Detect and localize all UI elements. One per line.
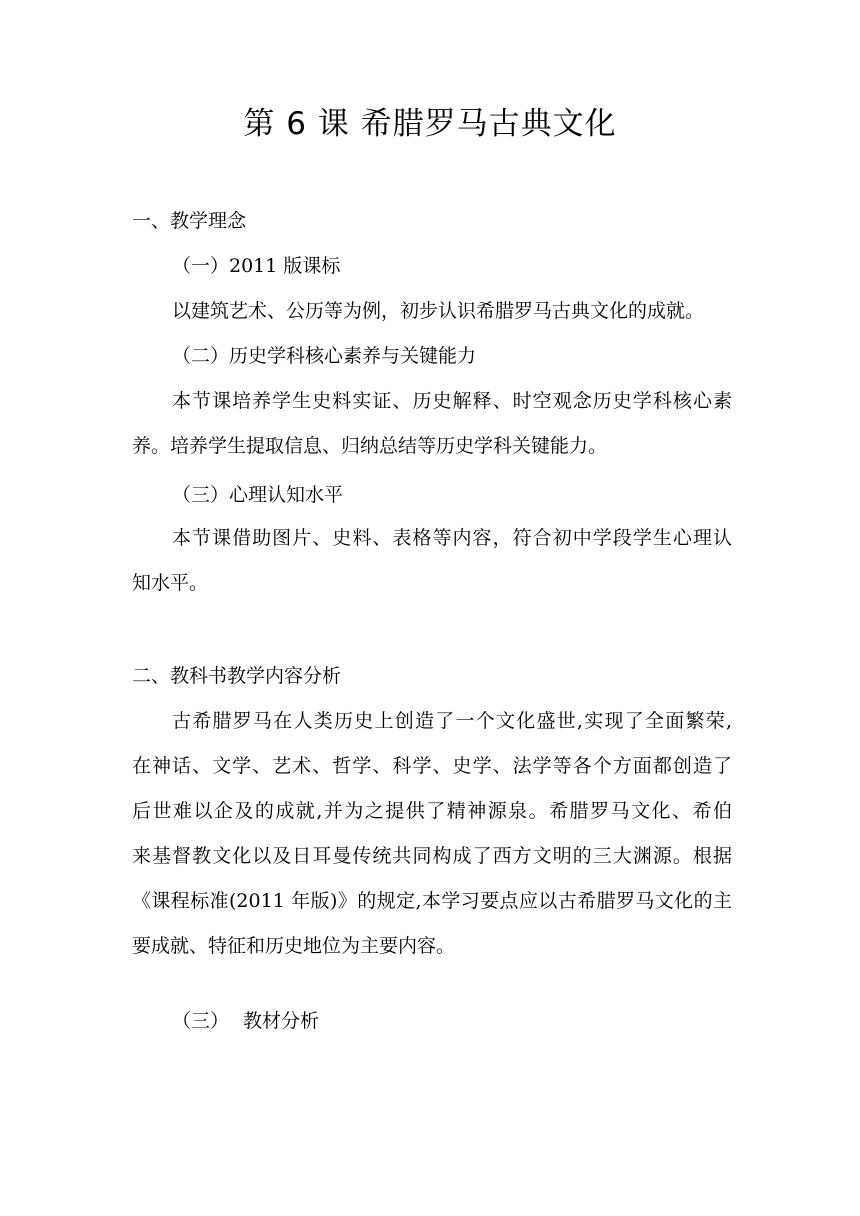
- paragraph-textbook-analysis-line-3: 后世难以企及的成就,并为之提供了精神源泉。希腊罗马文化、希伯: [132, 800, 732, 822]
- paragraph-textbook-analysis-line-5: 《课程标准(2011 年版)》的规定,本学习要点应以古希腊罗马文化的主: [132, 890, 732, 912]
- paragraph-textbook-analysis-line-2: 在神话、文学、艺术、哲学、科学、史学、法学等各个方面都创造了: [132, 755, 732, 777]
- page-title: 第 6 课 希腊罗马古典文化: [243, 106, 617, 142]
- section-title: 教材分析: [243, 1010, 320, 1032]
- paragraph-textbook-analysis-line-6: 要成就、特征和历史地位为主要内容。: [132, 935, 456, 957]
- subsection-heading-core-literacy: （二）历史学科核心素养与关键能力: [172, 345, 477, 367]
- section-number: （三）: [172, 1010, 230, 1032]
- paragraph-textbook-analysis-line-1: 古希腊罗马在人类历史上创造了一个文化盛世,实现了全面繁荣,: [172, 710, 732, 732]
- section-heading-material-analysis: [172, 1008, 732, 1034]
- section-heading-teaching-philosophy: 一、教学理念: [132, 210, 247, 232]
- paragraph-curriculum-standard: 以建筑艺术、公历等为例，初步认识希腊罗马古典文化的成就。: [172, 300, 705, 322]
- subsection-heading-curriculum-standard: （一）2011 版课标: [172, 255, 341, 277]
- paragraph-core-literacy-line-1: 本节课培养学生史料实证、历史解释、时空观念历史学科核心素: [172, 390, 732, 412]
- paragraph-cognitive-level-line-1: 本节课借助图片、史料、表格等内容，符合初中学段学生心理认: [172, 527, 732, 549]
- section-heading-textbook-analysis: 二、教科书教学内容分析: [132, 665, 342, 687]
- paragraph-textbook-analysis-line-4: 来基督教文化以及日耳曼传统共同构成了西方文明的三大渊源。根据: [132, 845, 732, 867]
- subsection-heading-cognitive-level: （三）心理认知水平: [172, 484, 344, 506]
- paragraph-cognitive-level-line-2: 知水平。: [132, 572, 209, 594]
- paragraph-core-literacy-line-2: 养。培养学生提取信息、归纳总结等历史学科关键能力。: [132, 435, 608, 457]
